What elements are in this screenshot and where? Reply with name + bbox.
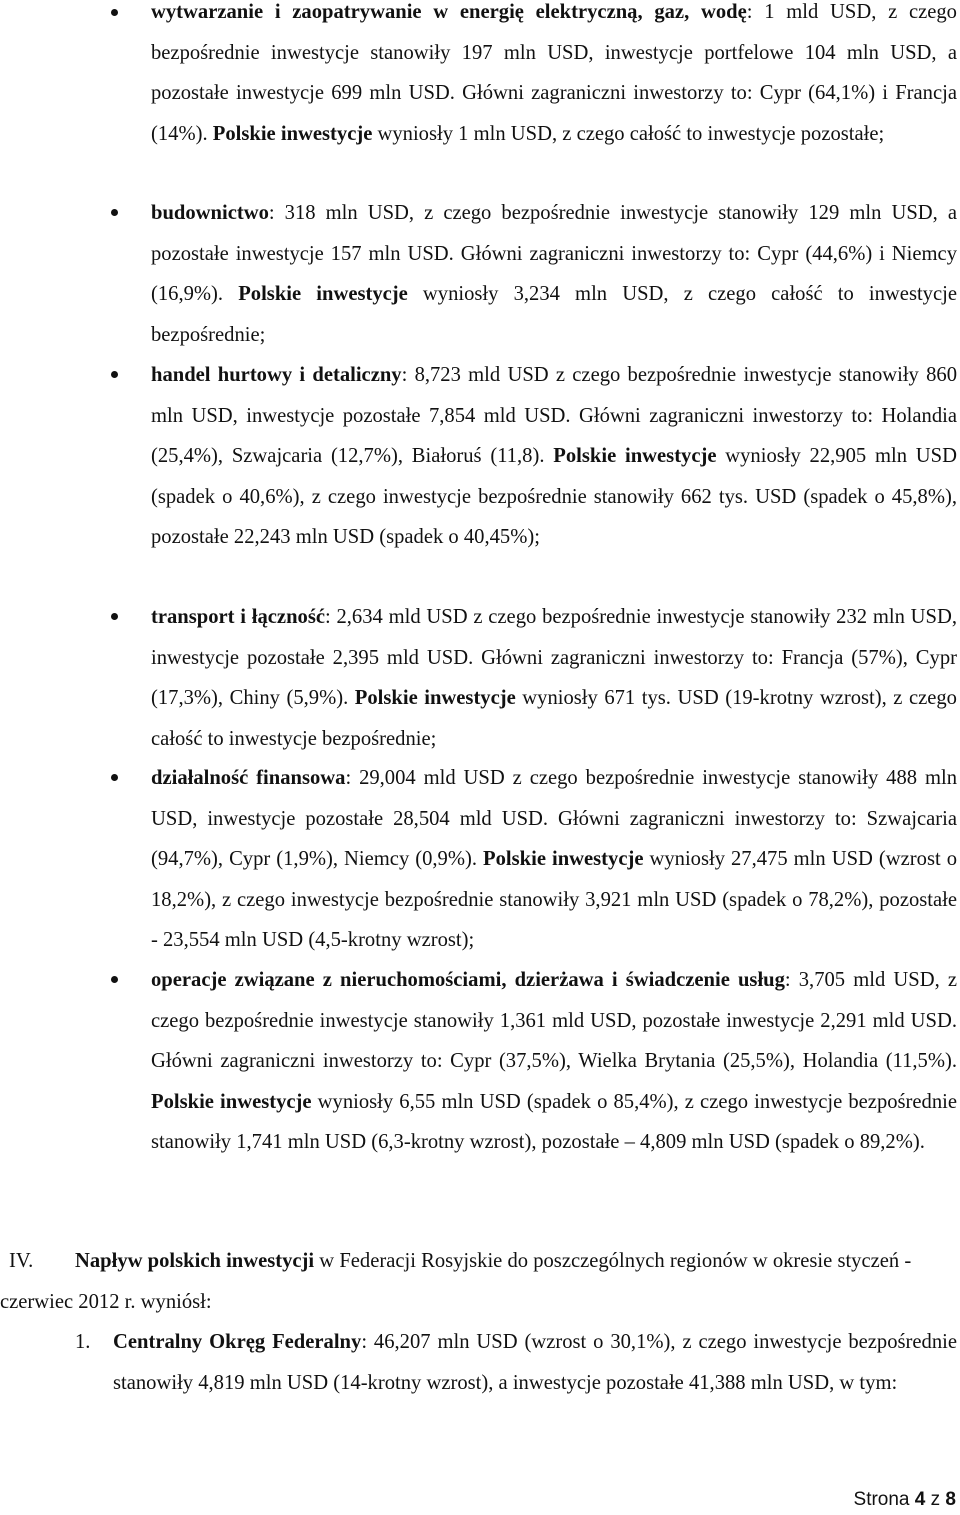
footer-total-pages: 8 [945, 1489, 956, 1510]
bullet-text [151, 0, 957, 154]
page-footer [854, 1488, 956, 1512]
section-number: IV. [9, 1250, 34, 1272]
bold-text: Polskie inwestycje [151, 1090, 312, 1113]
bold-text: Napływ polskich inwestycji [75, 1250, 315, 1272]
bold-text: operacje związane z nieruchomościami, dzierżawa i świadczenie usług [151, 969, 785, 991]
text-run: wyniosły 27,475 mln USD (wzrost o 18,2%), z czego inwestycje bezpośrednie stanowiły 3,921 mln USD (spadek o 78,2%), pozostałe - 23,554 mln USD (4,5-krotny wzrost); [151, 848, 957, 952]
bullet-dot-icon [111, 774, 118, 781]
bullet-text [151, 597, 957, 759]
bold-text: Polskie inwestycje [354, 687, 516, 710]
text-run: : 2,634 mld USD z czego bezpośrednie inwestycje stanowiły 232 mln USD, inwestycje pozostałe 2,395 mld USD. Główni zagraniczni inwestorzy to: Francja (57%), Cypr (17,3%), Chiny (5,9%). [151, 606, 957, 710]
bullet-dot-icon [111, 613, 118, 620]
bullet-dot-icon [111, 371, 118, 378]
text-run: : 1 mld USD, z czego bezpośrednie inwestycje stanowiły 197 mln USD, inwestycje portfelowe 104 mln USD, a pozostałe inwestycje 699 mln USD. Główni zagraniczni inwestorzy to: Cypr (64,1%) i Francja (14%). [151, 1, 957, 145]
text-run: : 29,004 mld USD z czego bezpośrednie inwestycje stanowiły 488 mln USD, inwestycje pozostałe 28,504 mld USD. Główni zagraniczni inwestorzy to: Szwajcaria (94,7%), Cypr (1,9%), Niemcy (0,9%). [151, 767, 957, 871]
text-run: wyniosły 671 tys. USD (19-krotny wzrost), z czego całość to inwestycje bezpośrednie; [151, 687, 957, 750]
text-run: : 3,705 mld USD, z czego bezpośrednie inwestycje stanowiły 1,361 mld USD, pozostałe inwestycje 2,291 mld USD. Główni zagraniczni inwestorzy to: Cypr (37,5%), Wielka Brytania (25,5%), Holandia (11,5%). [151, 969, 957, 1073]
bold-text: transport i łączność [151, 606, 325, 628]
bold-text: działalność finansowa [151, 767, 346, 789]
bold-text: Polskie inwestycje [238, 283, 408, 306]
bullet-text [151, 758, 957, 961]
bold-text: Polskie inwestycje [553, 445, 717, 468]
bold-text: budownictwo [151, 202, 269, 224]
bullet-dot-icon [111, 976, 118, 983]
numbered-item-text [113, 1322, 957, 1403]
list-number: 1. [75, 1331, 91, 1353]
footer-label: Strona [853, 1489, 915, 1510]
bullet-dot-icon [111, 9, 118, 16]
bullet-text [151, 960, 957, 1163]
text-run: : 46,207 mln USD (wzrost o 30,1%), z czego inwestycje bezpośrednie stanowiły 4,819 mln USD (14-krotny wzrost), a inwestycje pozostałe 41,388 mln USD, w tym: [113, 1331, 957, 1394]
bullet-text [151, 355, 957, 558]
text-run: wyniosły 6,55 mln USD (spadek o 85,4%), z czego inwestycje bezpośrednie stanowiły 1,741 mln USD (6,3-krotny wzrost), pozostałe – 4,809 mln USD (spadek o 89,2%). [151, 1090, 958, 1154]
section-heading-text [0, 1241, 950, 1322]
bold-text: handel hurtowy i detaliczny [151, 364, 402, 386]
text-run: wyniosły 1 mln USD, z czego całość to inwestycje pozostałe; [372, 122, 885, 145]
bold-text: wytwarzanie i zaopatrywanie w energię elektryczną, gaz, wodę [151, 1, 747, 23]
bold-text: Centralny Okręg Federalny [113, 1331, 362, 1353]
text-run: wyniosły 22,905 mln USD (spadek o 40,6%), z czego inwestycje bezpośrednie stanowiły 662 tys. USD (spadek o 45,8%), pozostałe 22,243 mln USD (spadek o 40,45%); [151, 445, 957, 549]
text-run: : 318 mln USD, z czego bezpośrednie inwestycje stanowiły 129 mln USD, a pozostałe inwestycje 157 mln USD. Główni zagraniczni inwestorzy to: Cypr (44,6%) i Niemcy (16,9%). [151, 202, 957, 306]
bold-text: Polskie inwestycje [483, 848, 644, 871]
bullet-dot-icon [111, 209, 118, 216]
text-run: wyniosły 3,234 mln USD, z czego całość to inwestycje bezpośrednie; [151, 283, 957, 346]
bold-text: Polskie inwestycje [212, 122, 373, 145]
footer-current-page: 4 [914, 1489, 926, 1510]
text-run: : 8,723 mld USD z czego bezpośrednie inwestycje stanowiły 860 mln USD, inwestycje pozostałe 7,854 mld USD. Główni zagraniczni inwestorzy to: Holandia (25,4%), Szwajcaria (12,7%), Białoruś (11,8). [151, 364, 957, 468]
text-run: w Federacji Rosyjskie do poszczególnych regionów w okresie styczeń - czerwiec 2012 r. wyniósł: [0, 1250, 912, 1313]
bullet-text [151, 193, 957, 355]
footer-sep: z [925, 1489, 946, 1510]
